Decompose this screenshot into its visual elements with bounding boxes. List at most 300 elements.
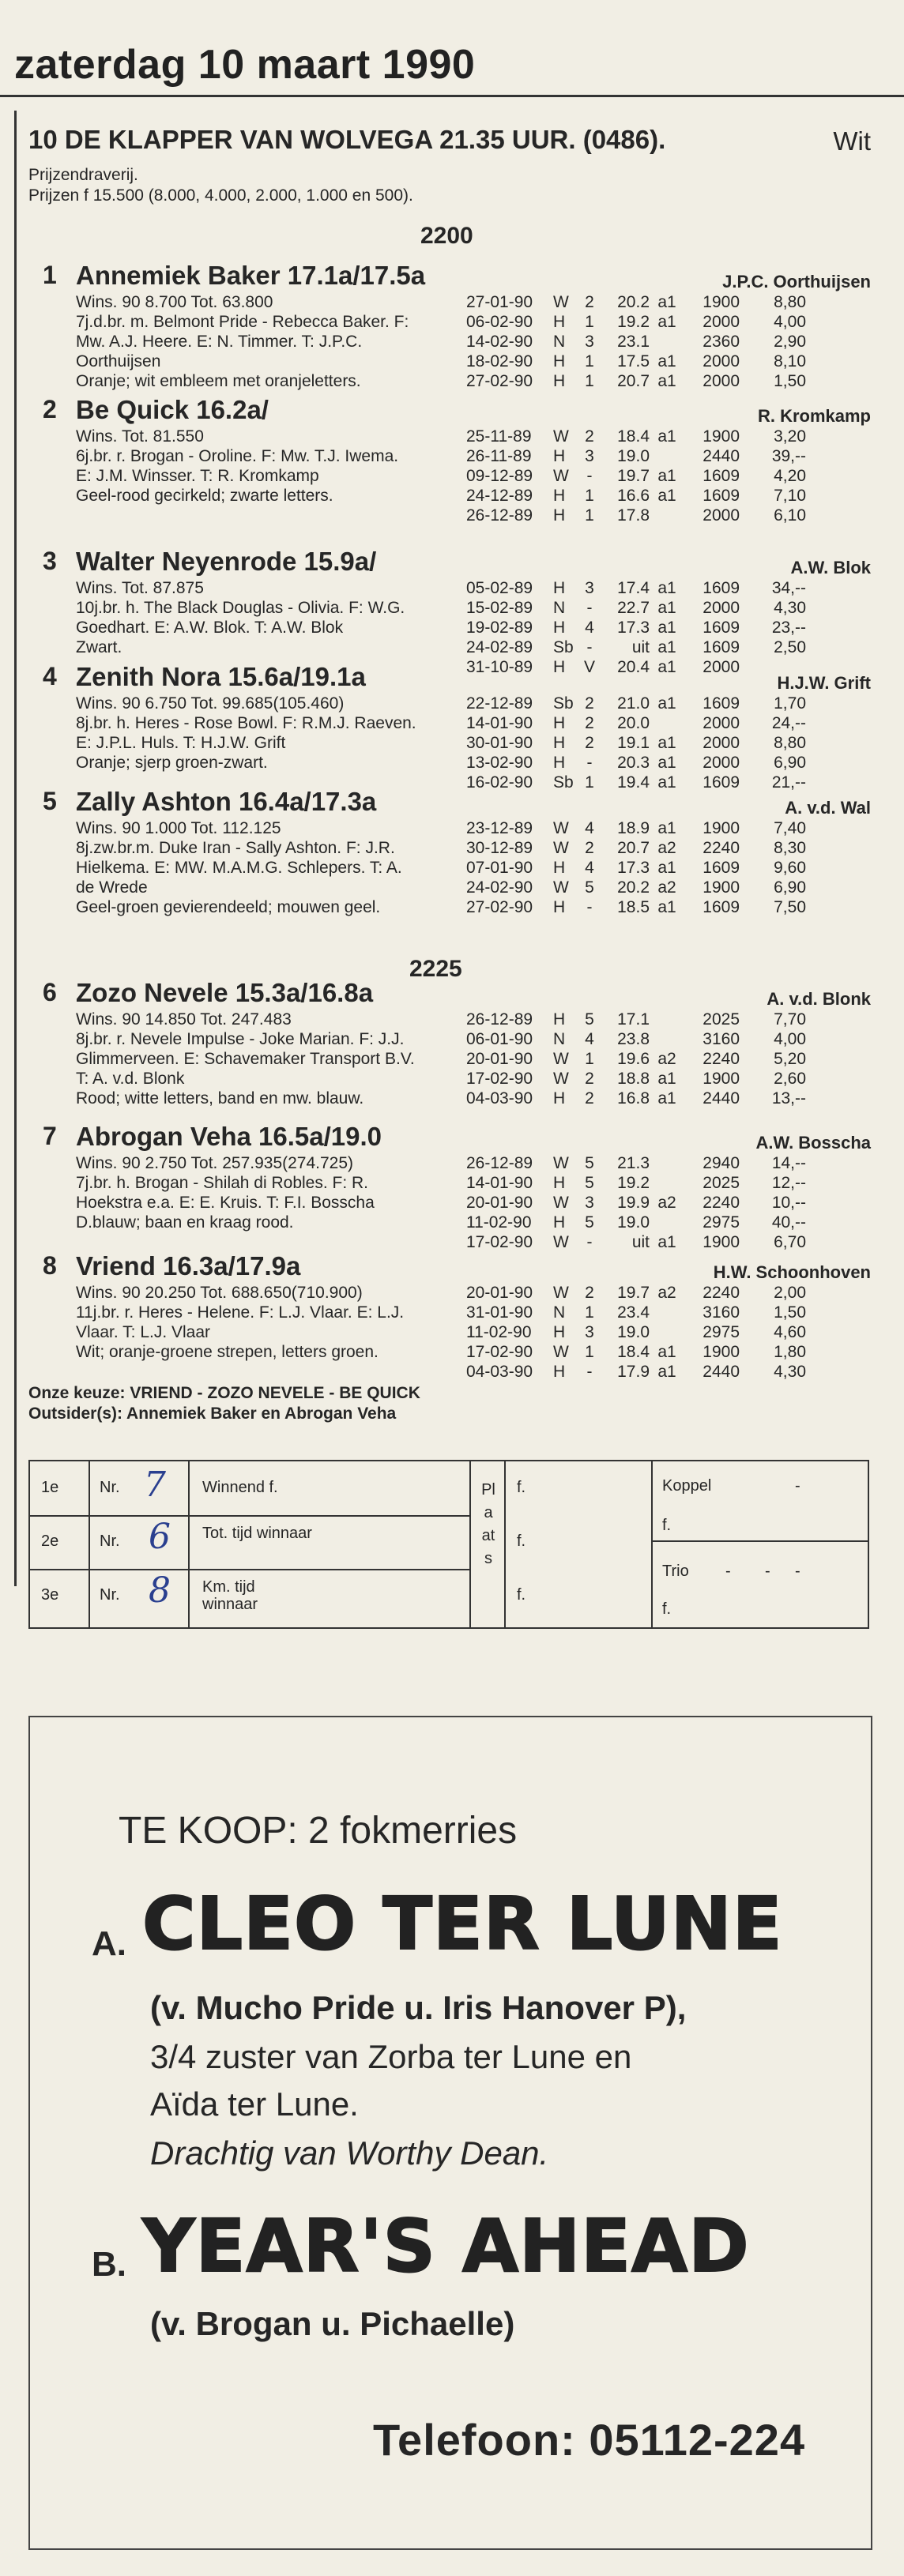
perf-odds: 4,30 <box>774 599 806 617</box>
perf-track: N <box>553 333 566 351</box>
perf-track: W <box>553 427 569 446</box>
perf-track: H <box>553 658 566 676</box>
perf-distance: 3160 <box>702 1303 740 1322</box>
perf-start: a1 <box>657 1233 676 1251</box>
perf-start <box>650 446 684 466</box>
perf-start: a2 <box>657 1194 676 1212</box>
perf-date: 17-02-90 <box>466 1070 533 1088</box>
perf-date: 24-12-89 <box>466 487 533 505</box>
perf-distance: 1609 <box>702 619 740 637</box>
entry-number: 6 <box>43 978 57 1006</box>
perf-start <box>650 713 684 733</box>
perf-track: H <box>553 1213 566 1232</box>
performance-row <box>466 713 806 733</box>
perf-distance: 1900 <box>702 1070 740 1088</box>
perf-distance: 2975 <box>702 1323 740 1341</box>
perf-time: 20.7 <box>617 372 650 390</box>
perf-place: 2 <box>585 1089 594 1107</box>
performance-row <box>466 838 806 858</box>
performance-row <box>466 1232 806 1252</box>
perf-place: V <box>583 658 595 676</box>
perf-time: 17.9 <box>617 1363 650 1381</box>
perf-start: a1 <box>657 773 676 792</box>
our-choice: Onze keuze: VRIEND - ZOZO NEVELE - BE QUICK <box>28 1384 420 1402</box>
horse-info-line: Geel-groen gevierendeeld; mouwen geel. <box>76 898 381 916</box>
perf-date: 04-03-90 <box>466 1363 533 1381</box>
perf-place: 1 <box>585 1050 594 1068</box>
column-rule <box>14 111 17 1586</box>
race-title: 10 DE KLAPPER VAN WOLVEGA 21.35 UUR. (0486). <box>28 125 666 154</box>
entry-number: 1 <box>43 261 57 289</box>
performance-row <box>466 578 806 598</box>
perf-place: 4 <box>585 819 594 837</box>
performance-row <box>466 466 806 486</box>
perf-distance: 2000 <box>702 313 740 331</box>
ad-headline: TE KOOP: 2 fokmerries <box>119 1810 518 1852</box>
grid-line <box>89 1461 90 1627</box>
perf-date: 25-11-89 <box>466 427 532 446</box>
performance-row <box>466 292 806 312</box>
performance-row <box>466 733 806 753</box>
perf-place: - <box>586 1363 593 1381</box>
perf-time: 20.2 <box>617 878 650 897</box>
performance-table <box>466 578 806 677</box>
perf-odds: 1,80 <box>774 1343 806 1361</box>
perf-distance: 1609 <box>702 859 740 877</box>
perf-distance: 1609 <box>702 773 740 792</box>
plaats-vertical: Plaats <box>481 1481 495 1567</box>
perf-place: 1 <box>585 313 594 331</box>
perf-place: 2 <box>585 734 594 752</box>
perf-time: 17.1 <box>617 1010 650 1029</box>
perf-place: 1 <box>585 1343 594 1361</box>
performance-row <box>466 506 806 525</box>
perf-track: H <box>553 1323 566 1341</box>
perf-odds: 7,50 <box>774 898 806 916</box>
perf-time: 20.2 <box>617 293 650 311</box>
perf-track: Sb <box>553 638 574 656</box>
perf-distance: 1900 <box>702 293 740 311</box>
performance-row <box>466 637 806 657</box>
perf-distance: 2440 <box>702 447 740 465</box>
perf-time: 20.3 <box>617 754 650 772</box>
perf-track: H <box>553 372 566 390</box>
performance-row <box>466 598 806 618</box>
perf-odds: 2,00 <box>774 1284 806 1302</box>
perf-place: 2 <box>585 427 594 446</box>
perf-distance: 1609 <box>702 579 740 597</box>
perf-place: 3 <box>585 1323 594 1341</box>
perf-date: 15-02-89 <box>466 599 533 617</box>
perf-start: a1 <box>657 487 676 505</box>
perf-start: a1 <box>657 1343 676 1361</box>
distance-2225: 2225 <box>409 956 462 982</box>
perf-odds: 6,70 <box>774 1233 806 1251</box>
perf-odds: 8,80 <box>774 293 806 311</box>
perf-distance: 2000 <box>702 506 740 525</box>
perf-date: 14-02-90 <box>466 333 533 351</box>
perf-distance: 2025 <box>702 1010 740 1029</box>
perf-start: a1 <box>657 599 676 617</box>
results-grid <box>28 1460 869 1629</box>
perf-start: a1 <box>657 352 676 370</box>
grid-line <box>30 1515 469 1517</box>
performance-row <box>466 332 806 352</box>
performance-row <box>466 1153 806 1173</box>
perf-distance: 2000 <box>702 658 740 676</box>
perf-start: a1 <box>657 734 676 752</box>
perf-start: a2 <box>657 878 676 897</box>
perf-odds: 1,50 <box>774 372 806 390</box>
perf-place: - <box>586 467 593 485</box>
perf-place: 2 <box>585 839 594 857</box>
perf-date: 11-02-90 <box>466 1213 532 1232</box>
perf-date: 06-02-90 <box>466 313 533 331</box>
perf-date: 20-01-90 <box>466 1050 533 1068</box>
perf-distance: 2440 <box>702 1089 740 1107</box>
perf-odds: 6,90 <box>774 878 806 897</box>
perf-track: Sb <box>553 694 574 713</box>
perf-place: 5 <box>585 1213 594 1232</box>
perf-distance: 2000 <box>702 372 740 390</box>
perf-start: a1 <box>657 694 676 713</box>
perf-date: 30-01-90 <box>466 734 533 752</box>
perf-track: H <box>553 734 566 752</box>
perf-date: 19-02-89 <box>466 619 533 637</box>
perf-start: a1 <box>657 1070 676 1088</box>
perf-track: H <box>553 1089 566 1107</box>
perf-track: H <box>553 1363 566 1381</box>
plaats-f-1: f. <box>517 1479 526 1496</box>
nr-2: Nr. <box>100 1532 120 1550</box>
perf-odds: 4,30 <box>774 1363 806 1381</box>
perf-time: 17.3 <box>617 619 650 637</box>
race-colour: Wit <box>833 126 871 156</box>
perf-place: - <box>586 754 593 772</box>
trio-f: f. <box>662 1600 672 1618</box>
performance-table <box>466 427 806 525</box>
perf-place: 4 <box>585 1030 594 1048</box>
horse-info-line: Wins. 90 1.000 Tot. 112.125 <box>76 819 281 837</box>
performance-table <box>466 1153 806 1252</box>
perf-track: H <box>553 714 566 732</box>
perf-track: W <box>553 878 569 897</box>
distance-2200: 2200 <box>420 223 473 249</box>
performance-row <box>466 1193 806 1213</box>
perf-date: 06-01-90 <box>466 1030 533 1048</box>
perf-place: 1 <box>585 372 594 390</box>
perf-time: 20.7 <box>617 839 650 857</box>
perf-date: 05-02-89 <box>466 579 533 597</box>
winnend-label: Winnend f. <box>202 1479 278 1496</box>
perf-odds: 4,00 <box>774 1030 806 1048</box>
perf-place: 4 <box>585 619 594 637</box>
grid-line <box>651 1540 868 1542</box>
perf-time: 20.0 <box>617 714 650 732</box>
perf-distance: 2240 <box>702 1050 740 1068</box>
horse-info-line: Mw. A.J. Heere. E: N. Timmer. T: J.P.C. <box>76 333 363 351</box>
page-date: zaterdag 10 maart 1990 <box>14 42 476 88</box>
perf-date: 14-01-90 <box>466 714 533 732</box>
koppel-f: f. <box>662 1517 672 1534</box>
perf-date: 24-02-90 <box>466 878 533 897</box>
perf-time: 18.4 <box>617 427 650 446</box>
trainer-name: H.J.W. Grift <box>777 673 871 693</box>
perf-distance: 2975 <box>702 1213 740 1232</box>
perf-start <box>650 1153 684 1173</box>
handwritten-third: 8 <box>149 1570 171 1611</box>
performance-row <box>466 1283 806 1303</box>
perf-start: a1 <box>657 1363 676 1381</box>
trainer-name: R. Kromkamp <box>757 406 871 426</box>
ad-horse-b: YEAR'S AHEAD <box>142 2204 750 2288</box>
perf-time: 19.7 <box>617 1284 650 1302</box>
perf-odds: 14,-- <box>771 1154 806 1172</box>
horse-info-line: Wins. 90 6.750 Tot. 99.685(105.460) <box>76 694 345 713</box>
perf-odds: 40,-- <box>771 1213 806 1232</box>
perf-time: 21.0 <box>617 694 650 713</box>
horse-info-line: Wins. Tot. 87.875 <box>76 579 204 597</box>
grid-line <box>30 1569 469 1570</box>
perf-time: uit <box>631 638 650 656</box>
perf-time: 23.4 <box>617 1303 650 1322</box>
horse-info-line: Zwart. <box>76 638 122 656</box>
perf-track: H <box>553 506 566 525</box>
perf-time: 22.7 <box>617 599 650 617</box>
perf-start: a1 <box>657 859 676 877</box>
perf-time: 23.8 <box>617 1030 650 1048</box>
perf-time: 19.9 <box>617 1194 650 1212</box>
performance-row <box>466 618 806 637</box>
perf-distance: 1609 <box>702 638 740 656</box>
horse-info-line: Goedhart. E: A.W. Blok. T: A.W. Blok <box>76 619 344 637</box>
perf-start: a1 <box>657 638 676 656</box>
perf-track: Sb <box>553 773 574 792</box>
nr-3: Nr. <box>100 1586 120 1604</box>
perf-start <box>650 1010 684 1029</box>
ad-a-line4: Drachtig van Worthy Dean. <box>150 2134 549 2172</box>
perf-start: a1 <box>657 372 676 390</box>
perf-odds: 34,-- <box>771 579 806 597</box>
horse-info-line: 10j.br. h. The Black Douglas - Olivia. F: W.G. <box>76 599 405 617</box>
perf-distance: 1900 <box>702 878 740 897</box>
perf-odds: 13,-- <box>771 1089 806 1107</box>
performance-row <box>466 1303 806 1322</box>
perf-track: W <box>553 467 569 485</box>
grid-line <box>188 1461 190 1627</box>
performance-row <box>466 1342 806 1362</box>
place-2: 2e <box>41 1532 59 1550</box>
perf-track: W <box>553 1233 569 1251</box>
perf-place: 5 <box>585 878 594 897</box>
horse-info-line: Wins. 90 14.850 Tot. 247.483 <box>76 1010 292 1029</box>
perf-place: 5 <box>585 1010 594 1029</box>
perf-track: H <box>553 619 566 637</box>
trainer-name: A. v.d. Blonk <box>767 989 871 1009</box>
trainer-name: A. v.d. Wal <box>785 798 871 818</box>
perf-start: a1 <box>657 467 676 485</box>
perf-time: 17.8 <box>617 506 650 525</box>
plaats-f-2: f. <box>517 1532 526 1550</box>
perf-odds: 9,60 <box>774 859 806 877</box>
perf-date: 11-02-90 <box>466 1323 532 1341</box>
perf-track: N <box>553 1303 566 1322</box>
race-prizes: Prijzen f 15.500 (8.000, 4.000, 2.000, 1.000 en 500). <box>28 186 413 205</box>
perf-track: N <box>553 1030 566 1048</box>
perf-place: 2 <box>585 714 594 732</box>
perf-place: 1 <box>585 773 594 792</box>
perf-distance: 1900 <box>702 819 740 837</box>
perf-place: 2 <box>585 293 594 311</box>
perf-place: 5 <box>585 1174 594 1192</box>
grid-line <box>504 1461 506 1627</box>
handwritten-first: 7 <box>144 1465 166 1505</box>
performance-row <box>466 312 806 332</box>
performance-table <box>466 818 806 917</box>
entry-number: 3 <box>43 547 57 575</box>
perf-time: 16.6 <box>617 487 650 505</box>
perf-time: 20.4 <box>617 658 650 676</box>
perf-place: - <box>586 1233 593 1251</box>
perf-distance: 1900 <box>702 427 740 446</box>
perf-odds: 4,00 <box>774 313 806 331</box>
horse-name: Annemiek Baker 17.1a/17.5a <box>76 261 426 290</box>
trio-label: Trio <box>662 1563 689 1580</box>
perf-track: H <box>553 313 566 331</box>
horse-info-line: Oranje; wit embleem met oranjeletters. <box>76 372 361 390</box>
performance-row <box>466 1173 806 1193</box>
perf-place: 3 <box>585 1194 594 1212</box>
perf-odds: 21,-- <box>771 773 806 792</box>
performance-row <box>466 1089 806 1108</box>
perf-place: 1 <box>585 487 594 505</box>
perf-time: 16.8 <box>617 1089 650 1107</box>
perf-odds: 7,70 <box>774 1010 806 1029</box>
perf-track: W <box>553 1154 569 1172</box>
perf-place: 1 <box>585 1303 594 1322</box>
perf-time: 17.5 <box>617 352 650 370</box>
perf-odds: 4,20 <box>774 467 806 485</box>
trainer-name: A.W. Bosscha <box>755 1133 871 1153</box>
perf-time: 19.2 <box>617 1174 650 1192</box>
perf-distance: 2440 <box>702 1363 740 1381</box>
place-3: 3e <box>41 1586 59 1604</box>
perf-time: 19.6 <box>617 1050 650 1068</box>
trainer-name: J.P.C. Oorthuijsen <box>722 272 871 291</box>
perf-odds: 24,-- <box>771 714 806 732</box>
grid-line <box>469 1461 471 1627</box>
performance-row <box>466 897 806 917</box>
entry-number: 5 <box>43 787 57 815</box>
perf-distance: 2240 <box>702 1284 740 1302</box>
horse-info-line: 7j.d.br. m. Belmont Pride - Rebecca Baker. F: <box>76 313 409 331</box>
perf-time: 19.7 <box>617 467 650 485</box>
perf-odds: 4,60 <box>774 1323 806 1341</box>
perf-track: W <box>553 819 569 837</box>
horse-info-line: 6j.br. r. Brogan - Oroline. F: Mw. T.J. Iwema. <box>76 447 399 465</box>
perf-time: 19.2 <box>617 313 650 331</box>
horse-info-line: Wins. 90 8.700 Tot. 63.800 <box>76 293 273 311</box>
trainer-name: H.W. Schoonhoven <box>713 1262 871 1282</box>
perf-odds: 8,30 <box>774 839 806 857</box>
perf-place: 3 <box>585 579 594 597</box>
perf-distance: 2000 <box>702 734 740 752</box>
perf-start <box>650 1029 684 1049</box>
perf-start: a1 <box>657 819 676 837</box>
perf-distance: 2000 <box>702 714 740 732</box>
perf-time: 23.1 <box>617 333 650 351</box>
perf-track: H <box>553 1174 566 1192</box>
perf-start: a2 <box>657 1050 676 1068</box>
perf-track: H <box>553 898 566 916</box>
perf-track: W <box>553 839 569 857</box>
nr-1: Nr. <box>100 1479 120 1496</box>
koppel-dash: - <box>795 1477 800 1495</box>
perf-time: 17.4 <box>617 579 650 597</box>
performance-table <box>466 1010 806 1108</box>
perf-date: 17-02-90 <box>466 1343 533 1361</box>
perf-start <box>650 1173 684 1193</box>
perf-odds: 39,-- <box>771 447 806 465</box>
perf-place: 2 <box>585 1284 594 1302</box>
horse-info-line: 7j.br. h. Brogan - Shilah di Robles. F: R. <box>76 1174 369 1192</box>
perf-start: a2 <box>657 1284 676 1302</box>
perf-place: 3 <box>585 333 594 351</box>
km-tijd-label: Km. tijd winnaar <box>202 1578 258 1613</box>
performance-row <box>466 1049 806 1069</box>
perf-place: 1 <box>585 352 594 370</box>
horse-name: Zally Ashton 16.4a/17.3a <box>76 787 377 816</box>
performance-row <box>466 486 806 506</box>
perf-place: 4 <box>585 859 594 877</box>
date-rule <box>0 95 904 97</box>
perf-odds: 23,-- <box>771 619 806 637</box>
perf-odds: 2,60 <box>774 1070 806 1088</box>
perf-start: a1 <box>657 313 676 331</box>
perf-start: a1 <box>657 658 676 676</box>
perf-date: 26-12-89 <box>466 506 533 525</box>
trio-dash-2: - <box>765 1563 770 1580</box>
perf-start: a1 <box>657 898 676 916</box>
perf-odds: 6,10 <box>774 506 806 525</box>
horse-info-line: Oranje; sjerp groen-zwart. <box>76 754 268 772</box>
perf-distance: 1609 <box>702 898 740 916</box>
perf-track: H <box>553 859 566 877</box>
race-type: Prijzendraverij. <box>28 166 138 184</box>
perf-time: 19.0 <box>617 1323 650 1341</box>
performance-row <box>466 858 806 878</box>
perf-start <box>650 1322 684 1342</box>
perf-distance: 2360 <box>702 333 740 351</box>
perf-date: 31-01-90 <box>466 1303 533 1322</box>
perf-place: - <box>586 638 593 656</box>
performance-row <box>466 1010 806 1029</box>
horse-info-line: Hielkema. E: MW. M.A.M.G. Schlepers. T: A. <box>76 859 402 877</box>
perf-date: 23-12-89 <box>466 819 533 837</box>
perf-odds: 1,50 <box>774 1303 806 1322</box>
perf-odds: 6,90 <box>774 754 806 772</box>
perf-start: a1 <box>657 1089 676 1107</box>
performance-row <box>466 427 806 446</box>
perf-date: 07-01-90 <box>466 859 533 877</box>
horse-name: Zozo Nevele 15.3a/16.8a <box>76 978 374 1007</box>
horse-info-line: Rood; witte letters, band en mw. blauw. <box>76 1089 364 1107</box>
trio-dash-1: - <box>725 1563 731 1580</box>
ad-phone: Telefoon: 05112-224 <box>373 2415 806 2465</box>
perf-distance: 2025 <box>702 1174 740 1192</box>
perf-distance: 2940 <box>702 1154 740 1172</box>
perf-distance: 2240 <box>702 839 740 857</box>
